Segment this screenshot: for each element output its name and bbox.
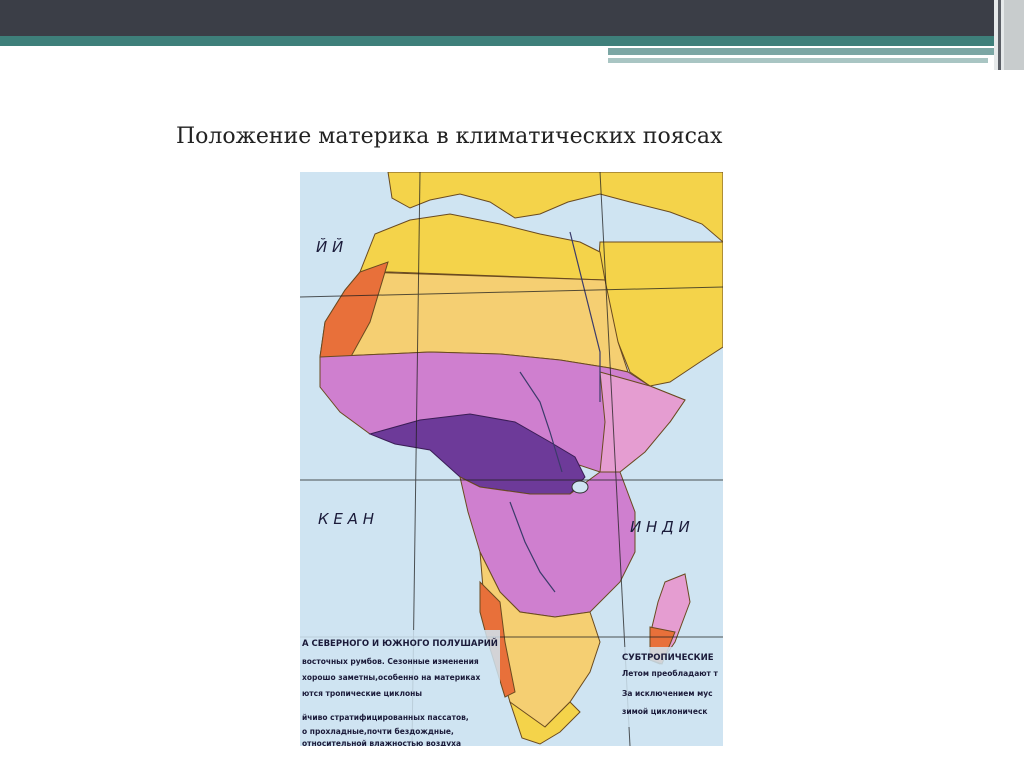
legend-left-line: йчиво стратифицированных пассатов, — [302, 713, 469, 722]
legend-right-line: зимой циклоническ — [622, 707, 708, 716]
legend-left-line: А СЕВЕРНОГО И ЮЖНОГО ПОЛУШАРИЙ — [302, 639, 498, 649]
corner-decoration-inner — [1004, 0, 1024, 70]
ocean-label-atlantic: К Е А Н — [318, 510, 374, 528]
legend-left-line: относительной влажностью воздуха — [302, 739, 462, 746]
legend-right-line: СУБТРОПИЧЕСКИЕ — [622, 653, 714, 663]
legend-left-line: ются тропические циклоны — [302, 689, 423, 698]
climate-map-svg — [300, 172, 723, 746]
legend-right-line: За исключением мус — [622, 689, 713, 698]
slide-title: Положение материка в климатических поясах — [176, 124, 723, 149]
lake-marker — [572, 481, 588, 493]
header-accent-band — [0, 36, 1010, 46]
legend-right-line: Летом преобладают т — [622, 669, 718, 678]
legend-left-line: восточных румбов. Сезонные изменения — [302, 657, 479, 666]
decorative-rule-thin — [608, 58, 988, 63]
corner-decoration-line — [998, 0, 1001, 70]
ocean-label-top: Й Й — [316, 238, 344, 256]
ocean-label-indian: И Н Д И — [630, 518, 690, 536]
legend-left-line: хорошо заметны,особенно на материках — [302, 673, 481, 682]
decorative-rule — [608, 48, 1008, 55]
legend-left-line: о прохладные,почти бездождные, — [302, 727, 454, 736]
header-bar — [0, 0, 1024, 36]
climate-map — [300, 172, 723, 746]
